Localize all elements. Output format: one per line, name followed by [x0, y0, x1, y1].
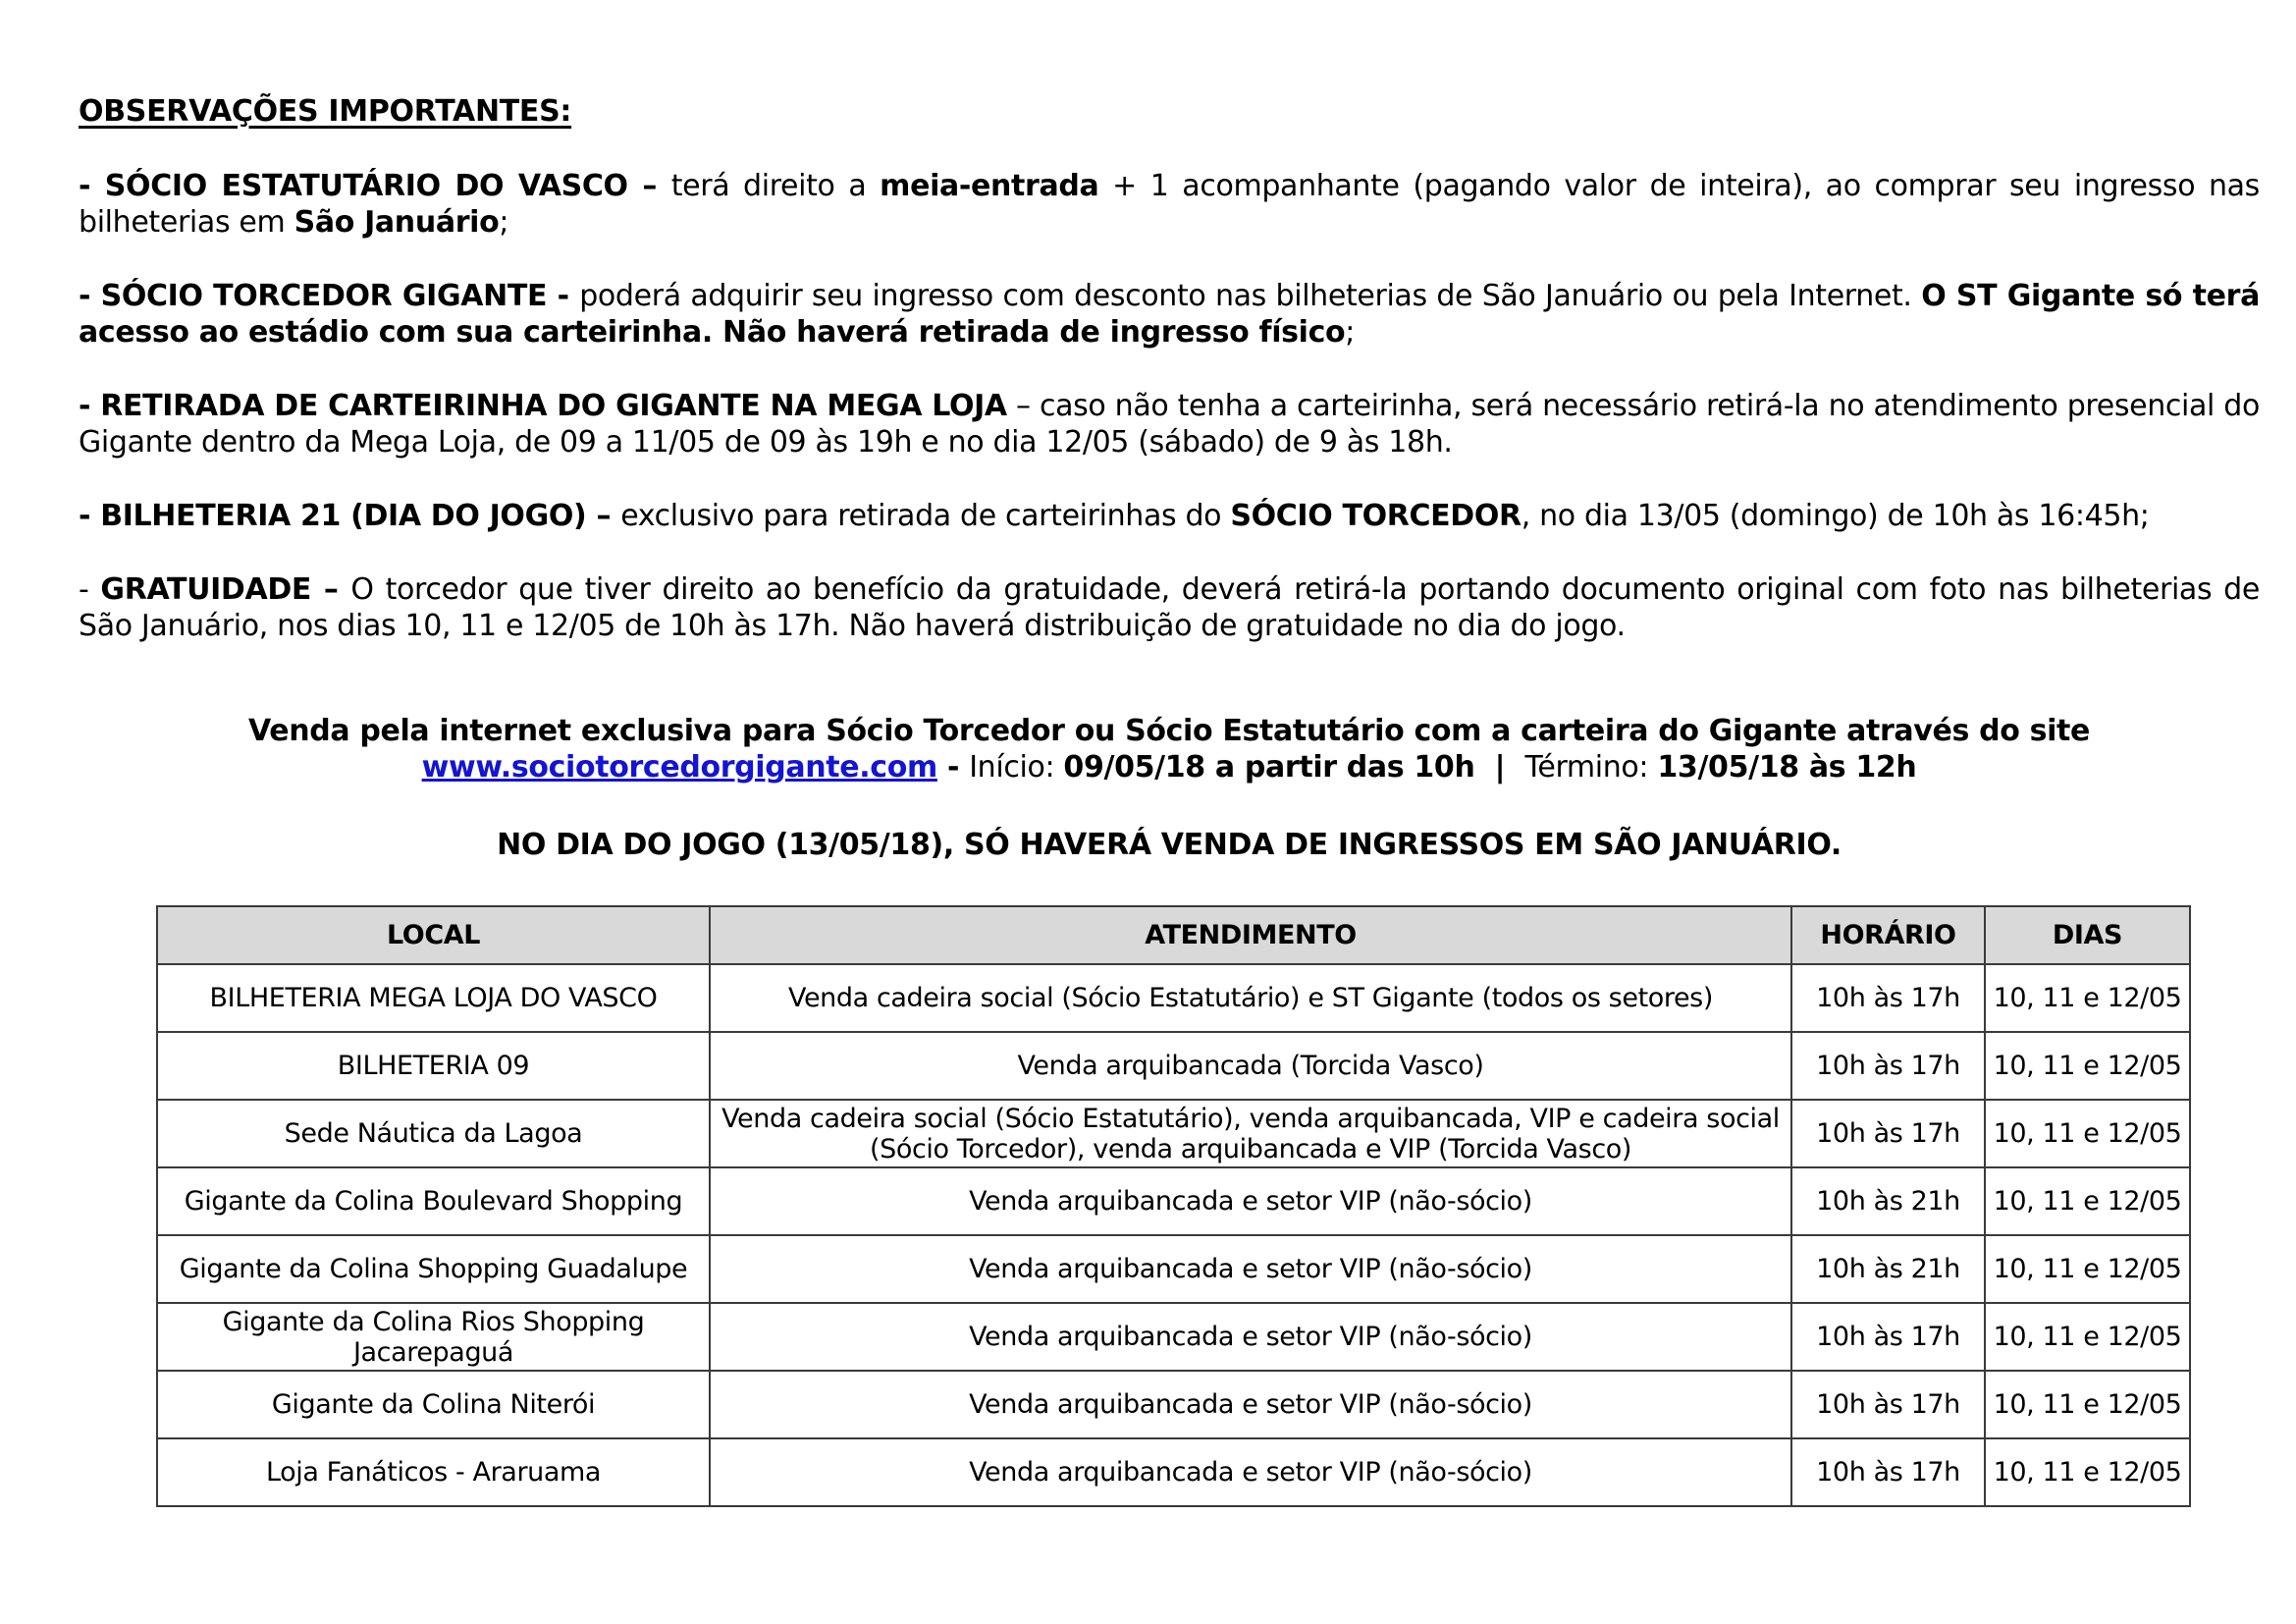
cell-local: Gigante da Colina Niterói: [157, 1371, 710, 1438]
note-emphasis: GRATUIDADE –: [100, 572, 351, 607]
cell-dias: 10, 11 e 12/05: [1985, 1303, 2190, 1371]
note-text: O torcedor que tiver direito ao benefício da gratuidade, deverá retirá-la portando documento original com foto nas bilheterias de São Januário, nos dias 10, 11 e 12/05 de 10h às 17h. Não haverá distribuição de gratuidade no dia do jogo.: [79, 572, 2260, 643]
note-socio-estatutario: [79, 168, 2260, 241]
start-label: Início:: [969, 750, 1064, 785]
cell-local: Gigante da Colina Boulevard Shopping: [157, 1167, 710, 1235]
note-emphasis: meia-entrada: [880, 169, 1099, 203]
online-sale-dates: [79, 749, 2260, 785]
table-row: [157, 1438, 2190, 1506]
online-sale-text: Venda pela internet exclusiva para Sócio Torcedor ou Sócio Estatutário com a carteira do Gigante através do site: [247, 714, 2091, 748]
note-gratuidade: [79, 571, 2260, 644]
cell-dias: 10, 11 e 12/05: [1985, 1438, 2190, 1506]
note-emphasis: O ST Gigante só terá acesso ao estádio com sua carteirinha. Não haverá retirada de ingresso físico: [79, 279, 2260, 350]
cell-local: Gigante da Colina Shopping Guadalupe: [157, 1235, 710, 1303]
table-row: [157, 1100, 2190, 1167]
match-day-notice: NO DIA DO JOGO (13/05/18), SÓ HAVERÁ VENDA DE INGRESSOS EM SÃO JANUÁRIO.: [497, 828, 1842, 862]
note-bilheteria-21: [79, 498, 2260, 534]
note-emphasis: SÓCIO TORCEDOR: [1230, 499, 1522, 533]
table-row: [157, 1303, 2190, 1371]
column-header-local: LOCAL: [157, 906, 710, 964]
column-header-dias: DIAS: [1985, 906, 2190, 964]
note-text: + 1 acompanhante (pagando valor de inteira), ao comprar seu ingresso nas bilheterias em: [79, 169, 2260, 240]
cell-dias: 10, 11 e 12/05: [1985, 964, 2190, 1032]
table-body: [157, 964, 2190, 1506]
cell-horario: 10h às 17h: [1791, 1371, 1985, 1438]
note-retirada-carteirinha: [79, 388, 2260, 460]
note-text: poderá adquirir seu ingresso com desconto nas bilheterias de São Januário ou pela Internet.: [579, 279, 1922, 313]
cell-local: BILHETERIA MEGA LOJA DO VASCO: [157, 964, 710, 1032]
table-row: [157, 1032, 2190, 1100]
cell-atendimento: Venda arquibancada e setor VIP (não-sócio): [710, 1303, 1791, 1371]
cell-local: Sede Náutica da Lagoa: [157, 1100, 710, 1167]
cell-horario: 10h às 17h: [1791, 1100, 1985, 1167]
cell-horario: 10h às 21h: [1791, 1235, 1985, 1303]
note-socio-torcedor: [79, 278, 2260, 351]
cell-horario: 10h às 17h: [1791, 1438, 1985, 1506]
cell-dias: 10, 11 e 12/05: [1985, 1235, 2190, 1303]
note-text: ;: [1345, 315, 1356, 350]
note-emphasis: - RETIRADA DE CARTEIRINHA DO GIGANTE NA MEGA LOJA: [79, 389, 1007, 423]
cell-dias: 10, 11 e 12/05: [1985, 1167, 2190, 1235]
cell-local: BILHETERIA 09: [157, 1032, 710, 1100]
cell-atendimento: Venda arquibancada e setor VIP (não-sócio): [710, 1438, 1791, 1506]
note-emphasis: - SÓCIO ESTATUTÁRIO DO VASCO –: [79, 169, 671, 203]
note-text: , no dia 13/05 (domingo) de 10h às 16:45h;: [1521, 499, 2150, 533]
cell-atendimento: Venda arquibancada e setor VIP (não-sócio): [710, 1235, 1791, 1303]
cell-atendimento: Venda cadeira social (Sócio Estatutário) e ST Gigante (todos os setores): [710, 964, 1791, 1032]
table-header-row: [157, 906, 2190, 964]
column-header-atendimento: ATENDIMENTO: [710, 906, 1791, 964]
note-text: terá direito a: [670, 169, 881, 203]
site-link[interactable]: www.sociotorcedorgigante.com: [421, 750, 937, 785]
table-row: [157, 1371, 2190, 1438]
divider: |: [1474, 750, 1525, 785]
cell-local: Gigante da Colina Rios Shopping Jacarepaguá: [157, 1303, 710, 1371]
cell-horario: 10h às 17h: [1791, 964, 1985, 1032]
note-text: exclusivo para retirada de carteirinhas do: [620, 499, 1231, 533]
note-text: – caso não tenha a carteirinha, será necessário retirá-la no atendimento presencial do Gigante dentro da Mega Loja, de 09 a 11/05 de 09 às 19h e no dia 12/05 (sábado) de 9 às 18h.: [79, 389, 2260, 460]
cell-dias: 10, 11 e 12/05: [1985, 1032, 2190, 1100]
separator: -: [936, 750, 970, 785]
cell-horario: 10h às 17h: [1791, 1303, 1985, 1371]
cell-dias: 10, 11 e 12/05: [1985, 1371, 2190, 1438]
cell-horario: 10h às 21h: [1791, 1167, 1985, 1235]
note-text: ;: [499, 205, 509, 240]
table-row: [157, 964, 2190, 1032]
note-emphasis: - BILHETERIA 21 (DIA DO JOGO) –: [79, 499, 621, 533]
cell-atendimento: Venda arquibancada (Torcida Vasco): [710, 1032, 1791, 1100]
start-value: 09/05/18 a partir das 10h: [1063, 750, 1475, 785]
cell-atendimento: Venda arquibancada e setor VIP (não-sócio): [710, 1371, 1791, 1438]
cell-atendimento: Venda arquibancada e setor VIP (não-sócio): [710, 1167, 1791, 1235]
end-label: Término:: [1524, 750, 1658, 785]
sales-points-table: [156, 905, 2191, 1507]
cell-horario: 10h às 17h: [1791, 1032, 1985, 1100]
cell-dias: 10, 11 e 12/05: [1985, 1100, 2190, 1167]
end-value: 13/05/18 às 12h: [1657, 750, 1917, 785]
cell-atendimento: Venda cadeira social (Sócio Estatutário), venda arquibancada, VIP e cadeira social (Sócio Torcedor), venda arquibancada e VIP (Torcida Vasco): [710, 1100, 1791, 1167]
table-row: [157, 1235, 2190, 1303]
online-sale-line: [79, 713, 2260, 749]
table-row: [157, 1167, 2190, 1235]
online-sale-info: [79, 713, 2260, 785]
notes-list: [79, 168, 2260, 681]
column-header-horario: HORÁRIO: [1791, 906, 1985, 964]
page-title: OBSERVAÇÕES IMPORTANTES:: [79, 94, 572, 129]
note-text: -: [79, 572, 101, 607]
note-emphasis: São Januário: [294, 205, 500, 240]
note-emphasis: - SÓCIO TORCEDOR GIGANTE -: [79, 279, 580, 313]
cell-local: Loja Fanáticos - Araruama: [157, 1438, 710, 1506]
